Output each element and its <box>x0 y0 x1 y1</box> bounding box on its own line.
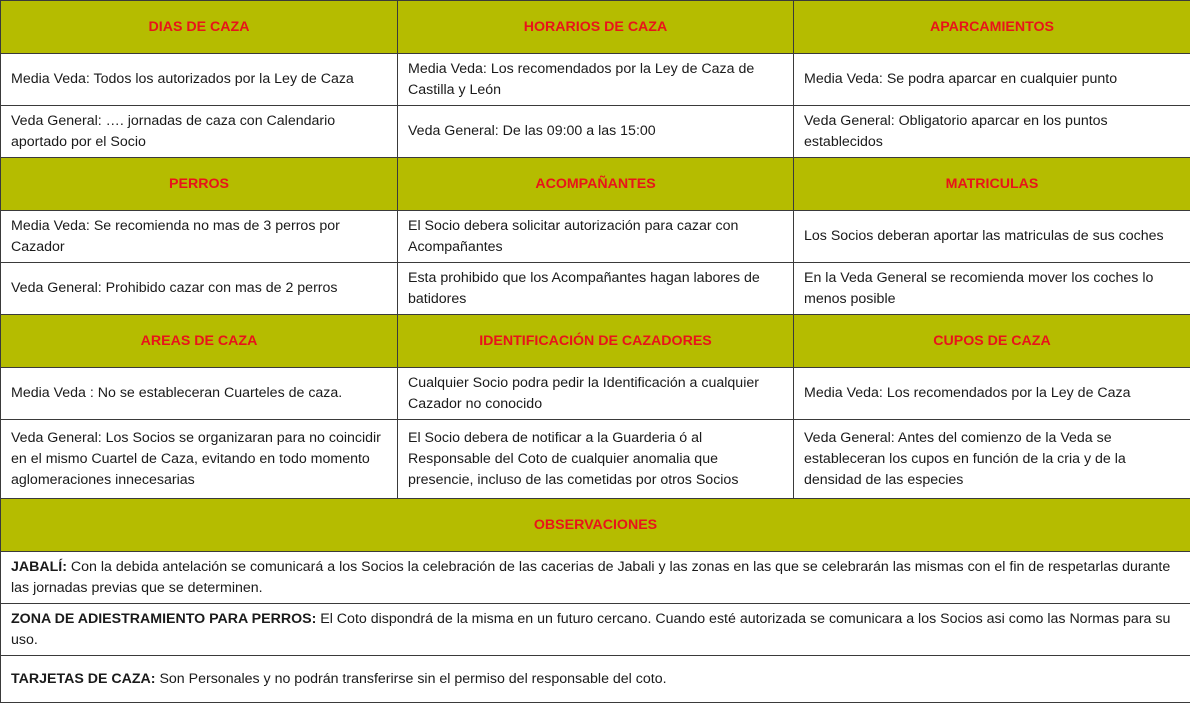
section-header-row <box>1 1 1190 54</box>
table-cell: Media Veda: Se podra aparcar en cualquier punto <box>794 54 1190 106</box>
table-cell: Veda General: De las 09:00 a las 15:00 <box>398 106 794 158</box>
table-cell: Media Veda : No se estableceran Cuarteles de caza. <box>1 368 398 420</box>
table-cell: El Socio debera solicitar autorización para cazar con Acompañantes <box>398 211 794 263</box>
header-observaciones: OBSERVACIONES <box>1 499 1190 552</box>
header-areas-de-caza: AREAS DE CAZA <box>1 315 398 368</box>
section-header-row <box>1 158 1190 211</box>
table-cell: Cualquier Socio podra pedir la Identificación a cualquier Cazador no conocido <box>398 368 794 420</box>
header-perros: PERROS <box>1 158 398 211</box>
header-cupos-de-caza: CUPOS DE CAZA <box>794 315 1190 368</box>
header-dias-de-caza: DIAS DE CAZA <box>1 1 398 54</box>
header-identificacion-de-cazadores: IDENTIFICACIÓN DE CAZADORES <box>398 315 794 368</box>
note-text: El Coto dispondrá de la misma en un futuro cercano. Cuando esté autorizada se comunicara a los Socios asi como las Normas para su uso. <box>11 610 1171 648</box>
table-row <box>1 368 1190 420</box>
table-cell: Veda General: Obligatorio aparcar en los puntos establecidos <box>794 106 1190 158</box>
header-horarios-de-caza: HORARIOS DE CAZA <box>398 1 794 54</box>
note-row <box>1 552 1190 604</box>
table-row <box>1 263 1190 315</box>
table-cell: Esta prohibido que los Acompañantes hagan labores de batidores <box>398 263 794 315</box>
note-row <box>1 604 1190 656</box>
table-cell: Media Veda: Todos los autorizados por la Ley de Caza <box>1 54 398 106</box>
table-cell: Veda General: Los Socios se organizaran para no coincidir en el mismo Cuartel de Caza, evitando en todo momento aglomeraciones innecesarias <box>1 420 398 499</box>
table-row <box>1 211 1190 263</box>
table-cell: El Socio debera de notificar a la Guarderia ó al Responsable del Coto de cualquier anomalia que presencie, incluso de las cometidas por otros Socios <box>398 420 794 499</box>
table-cell: Veda General: …. jornadas de caza con Calendario aportado por el Socio <box>1 106 398 158</box>
table-row <box>1 54 1190 106</box>
table-cell: Los Socios deberan aportar las matriculas de sus coches <box>794 211 1190 263</box>
table-cell: Veda General: Prohibido cazar con mas de 2 perros <box>1 263 398 315</box>
table-cell: Veda General: Antes del comienzo de la Veda se estableceran los cupos en función de la cria y de la densidad de las especies <box>794 420 1190 499</box>
header-acompanantes: ACOMPAÑANTES <box>398 158 794 211</box>
note-label: JABALÍ: <box>11 558 67 575</box>
note-jabali <box>1 552 1190 604</box>
table-cell: Media Veda: Los recomendados por la Ley de Caza de Castilla y León <box>398 54 794 106</box>
note-text: Con la debida antelación se comunicará a los Socios la celebración de las cacerias de Jabali y las zonas en las que se celebrarán las mismas con el fin de respetarlas durante las jornadas previas que se determinen. <box>11 558 1171 596</box>
note-tarjetas-de-caza <box>1 656 1190 703</box>
observaciones-header-row <box>1 499 1190 552</box>
note-row <box>1 656 1190 703</box>
table-cell: Media Veda: Se recomienda no mas de 3 perros por Cazador <box>1 211 398 263</box>
header-matriculas: MATRICULAS <box>794 158 1190 211</box>
note-label: TARJETAS DE CAZA: <box>11 670 156 687</box>
section-header-row <box>1 315 1190 368</box>
table-row <box>1 106 1190 158</box>
table-cell: Media Veda: Los recomendados por la Ley de Caza <box>794 368 1190 420</box>
table-row <box>1 420 1190 499</box>
header-aparcamientos: APARCAMIENTOS <box>794 1 1190 54</box>
table-cell: En la Veda General se recomienda mover los coches lo menos posible <box>794 263 1190 315</box>
note-label: ZONA DE ADIESTRAMIENTO PARA PERROS: <box>11 610 317 627</box>
note-zona-adiestramiento <box>1 604 1190 656</box>
note-text: Son Personales y no podrán transferirse sin el permiso del responsable del coto. <box>155 670 667 687</box>
